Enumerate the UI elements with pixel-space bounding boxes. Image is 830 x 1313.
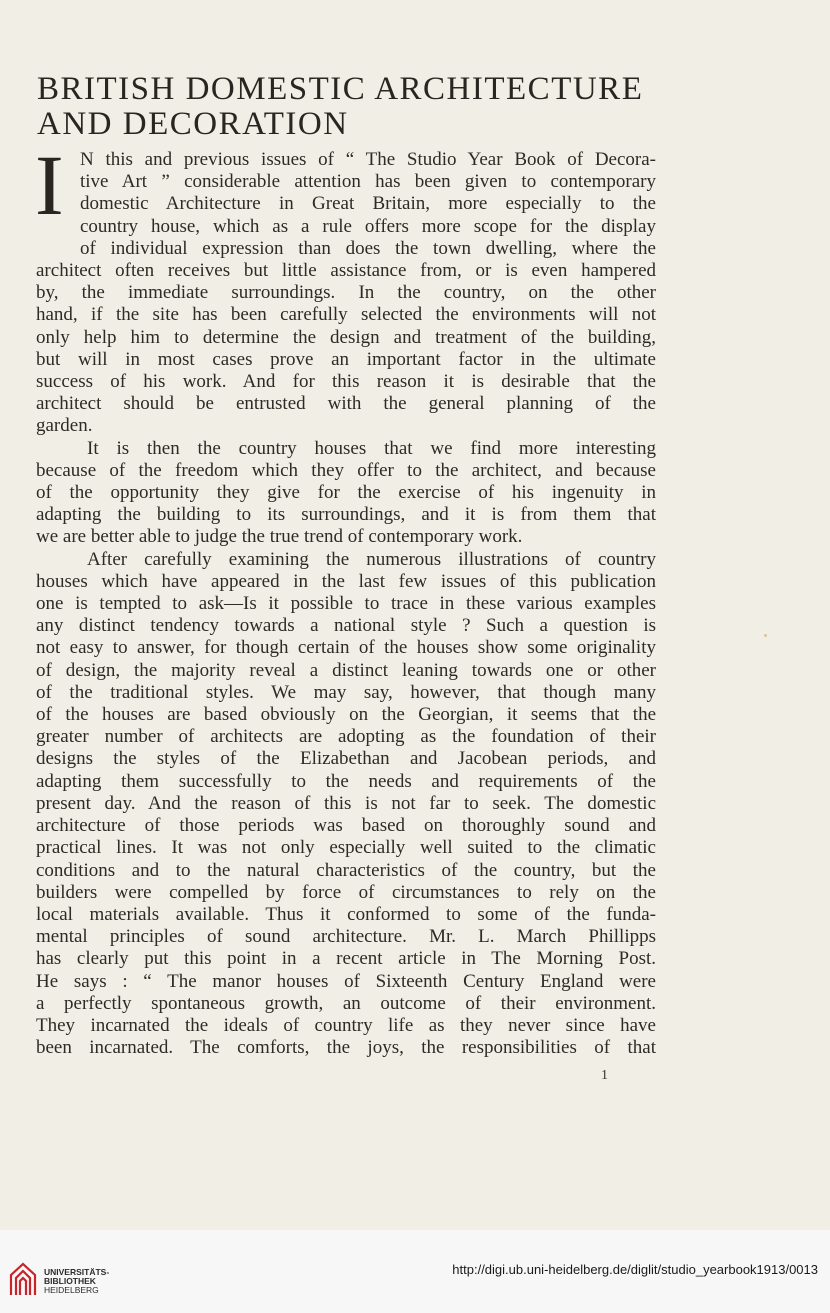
source-url[interactable]: http://digi.ub.uni-heidelberg.de/diglit/studio_yearbook1913/0013 xyxy=(452,1262,818,1277)
article-body xyxy=(35,137,656,1059)
text-line: present day. And the reason of this is not far to seek. The domestic xyxy=(36,792,656,814)
text-line: one is tempted to ask—Is it possible to trace in these various examples xyxy=(36,593,656,615)
text-line: adapting them successfully to the needs and requirements of the xyxy=(36,770,656,792)
library-name-line-1: UNIVERSITÄTS- xyxy=(44,1267,110,1277)
text-line: not easy to answer, for though certain of the houses show some originality xyxy=(36,637,656,659)
text-line: architecture of those periods was based on thoroughly sound and xyxy=(36,815,656,837)
text-line: of the houses are based obviously on the Georgian, it seems that the xyxy=(36,704,656,726)
text-line: hand, if the site has been carefully selected the environments will not xyxy=(36,304,656,326)
text-line: of individual expression than does the town dwelling, where the xyxy=(80,237,656,259)
text-line: of design, the majority reveal a distinct leaning towards one or other xyxy=(36,659,656,681)
drop-cap: I xyxy=(35,137,64,233)
library-name-line-3: HEIDELBERG xyxy=(44,1285,99,1295)
text-line: been incarnated. The comforts, the joys, the responsibilities of that xyxy=(36,1037,656,1059)
text-line: of the traditional styles. We may say, however, that though many xyxy=(36,681,656,703)
paragraph-3 xyxy=(36,549,656,1060)
text-line: country house, which as a rule offers more scope for the display xyxy=(80,215,656,237)
paragraph-1 xyxy=(35,137,656,438)
paper-mark xyxy=(764,634,767,637)
text-line: success of his work. And for this reason it is desirable that the xyxy=(36,371,656,393)
library-name-line-2: BIBLIOTHEK xyxy=(44,1276,96,1286)
text-line: designs the styles of the Elizabethan and Jacobean periods, and xyxy=(36,748,656,770)
text-line: After carefully examining the numerous illustrations of country xyxy=(87,548,656,570)
text-line: we are better able to judge the true trend of contemporary work. xyxy=(36,526,523,548)
text-line: architect should be entrusted with the general planning of the xyxy=(36,393,656,415)
title-line-2: AND DECORATION xyxy=(37,106,349,142)
text-line: has clearly put this point in a recent article in The Morning Post. xyxy=(36,948,656,970)
text-line: They incarnated the ideals of country life as they never since have xyxy=(36,1014,656,1036)
text-line: local materials available. Thus it conformed to some of the funda- xyxy=(36,903,656,925)
paragraph-2 xyxy=(36,438,656,549)
text-line: of the opportunity they give for the exercise of his ingenuity in xyxy=(36,482,656,504)
text-line: but will in most cases prove an important factor in the ultimate xyxy=(36,348,656,370)
text-line: practical lines. It was not only especially well suited to the climatic xyxy=(36,837,656,859)
text-line: tive Art ” considerable attention has been given to contemporary xyxy=(80,171,656,193)
text-line: It is then the country houses that we find more interesting xyxy=(87,437,656,459)
article-title xyxy=(37,72,677,142)
digitization-footer xyxy=(0,1230,830,1313)
page-number: 1 xyxy=(601,1068,608,1083)
text-line: houses which have appeared in the last few issues of this publication xyxy=(36,570,656,592)
text-line: architect often receives but little assistance from, or is even hampered xyxy=(36,260,656,282)
text-line: because of the freedom which they offer to the architect, and because xyxy=(36,459,656,481)
text-line: any distinct tendency towards a national style ? Such a question is xyxy=(36,615,656,637)
text-line: greater number of architects are adopting as the foundation of their xyxy=(36,726,656,748)
text-line: conditions and to the natural characteristics of the country, but the xyxy=(36,859,656,881)
text-line: garden. xyxy=(36,415,93,437)
text-line: builders were compelled by force of circumstances to rely on the xyxy=(36,881,656,903)
text-line: adapting the building to its surroundings, and it is from them that xyxy=(36,504,656,526)
text-line: a perfectly spontaneous growth, an outcome of their environment. xyxy=(36,992,656,1014)
text-line: mental principles of sound architecture. Mr. L. March Phillipps xyxy=(36,926,656,948)
text-line: domestic Architecture in Great Britain, more especially to the xyxy=(80,193,656,215)
text-line: only help him to determine the design and treatment of the building, xyxy=(36,326,656,348)
text-line: N this and previous issues of “ The Studio Year Book of Decora- xyxy=(80,149,656,170)
library-name xyxy=(44,1268,109,1295)
text-line: by, the immediate surroundings. In the country, on the other xyxy=(36,282,656,304)
library-logo-icon xyxy=(8,1261,38,1297)
title-line-1: BRITISH DOMESTIC ARCHITECTURE xyxy=(37,71,644,107)
text-line: He says : “ The manor houses of Sixteenth Century England were xyxy=(36,970,656,992)
